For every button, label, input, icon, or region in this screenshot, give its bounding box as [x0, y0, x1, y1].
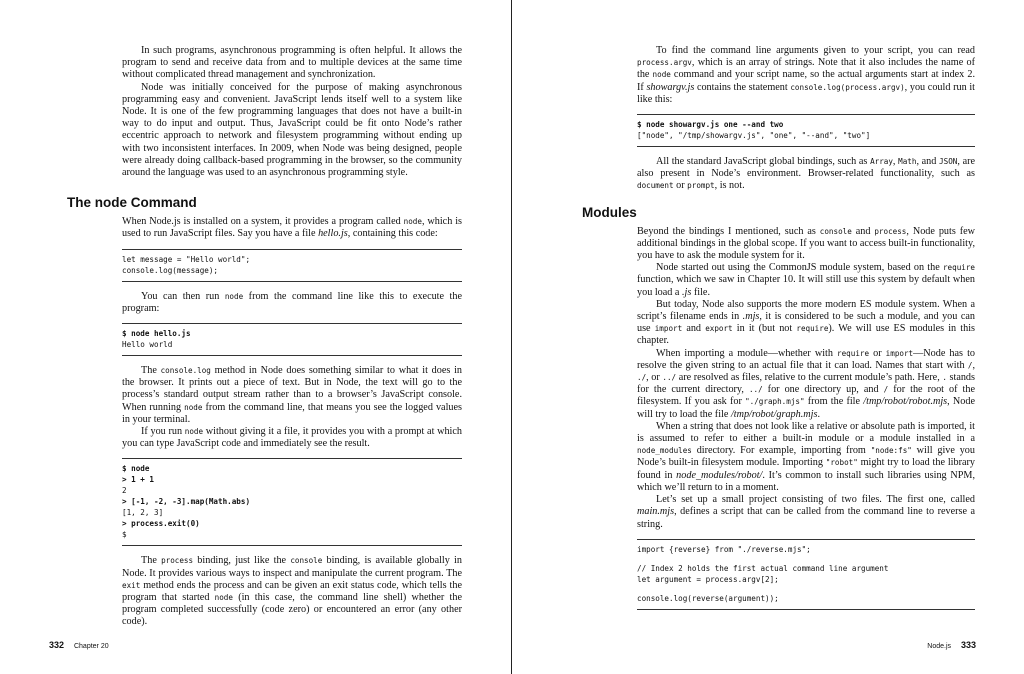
code-line: console.log(message);	[122, 265, 219, 275]
code-command: $ node showargv.js one --and two	[637, 120, 784, 130]
paragraph: But today, Node also supports the more modern ES module system. When a script’s filename ends in .mjs, it is considered to be such a module, and you can use import and export in it (but not require). We will use ES modules in this chapter.	[637, 298, 975, 347]
code-block-hello-js	[122, 249, 462, 282]
left-text-column	[67, 45, 463, 629]
code-command: > 1 + 1	[122, 475, 155, 485]
section-heading-node-command: The node Command	[67, 195, 197, 211]
code-output: 2	[122, 486, 127, 496]
section-heading-modules: Modules	[582, 204, 637, 220]
code-line: import {reverse} from "./reverse.mjs";	[637, 544, 811, 554]
paragraph: The process binding, just like the console binding, is available globally in Node. It provides various ways to inspect and manipulate the current program. The exit method ends the process and can be given an exit status code, which tells the program that started node (in this case, the command line shell) whether the program completed successfully (code zero) or encountered an error (any other code).	[122, 555, 462, 628]
paragraph: When Node.js is installed on a system, it provides a program called node, which is used to run JavaScript files. Say you have a file hello.js, containing this code:	[122, 216, 462, 240]
code-output: $	[122, 530, 127, 540]
code-block-run-hello	[122, 323, 462, 356]
code-output: [1, 2, 3]	[122, 508, 164, 518]
chapter-label: Chapter 20	[73, 643, 109, 650]
paragraph: All the standard JavaScript global bindings, such as Array, Math, and JSON, are also present in Node’s environment. Browser-related functionality, such as document or prompt, is not.	[637, 156, 975, 192]
paragraph: Beyond the bindings I mentioned, such as console and process, Node puts few additional bindings in the global scope. If you want to access built-in functionality, you have to ask the module system for it.	[637, 225, 975, 262]
paragraph: The console.log method in Node does something similar to what it does in the browser. It prints out a piece of text. But in Node, the text will go to the process’s standard output stream rather than to a browser’s JavaScript console. When running node from the command line, that means you see the logged values in your terminal.	[122, 365, 463, 425]
code-command: > process.exit(0)	[122, 519, 200, 529]
code-command: $ node hello.js	[122, 329, 191, 339]
code-block-showargv	[637, 114, 975, 147]
section-label: Node.js	[927, 643, 952, 650]
paragraph: In such programs, asynchronous programming is often helpful. It allows the program to send and receive data from and to multiple devices at the same time without complicated thread management and synchronization.	[122, 45, 462, 81]
code-line: // Index 2 holds the first actual command line argument	[637, 563, 889, 573]
paragraph: Node was initially conceived for the purpose of making asynchronous programming easy and convenient. JavaScript lends itself well to a system like Node. It is one of the few programming languages that does not have a built-in way to do input and output. Thus, JavaScript could be fit onto Node’s rather eccentric approach to network and filesystem programming without ending up with two inconsistent interfaces. In 2009, when Node was being designed, people were already doing callback-based programming in the browser, so the community around the language was used to an asynchronous programming style.	[122, 81, 462, 179]
code-command: $ node	[122, 464, 150, 474]
code-line: let argument = process.argv[2];	[637, 574, 779, 584]
right-page	[513, 0, 1024, 674]
paragraph: Let’s set up a small project consisting of two files. The first one, called main.mjs, defines a script that can be called from the command line to reverse a string.	[637, 494, 975, 530]
paragraph: You can then run node from the command line like this to execute the program:	[122, 290, 462, 314]
code-blank-line	[637, 555, 975, 563]
paragraph: If you run node without giving it a file, it provides you with a prompt at which you can type JavaScript code and immediately see the result.	[122, 426, 462, 450]
code-output: ["node", "/tmp/showargv.js", "one", "--and", "two"]	[637, 131, 871, 141]
code-output: Hello world	[122, 340, 173, 350]
code-block-main-mjs	[637, 539, 975, 610]
page-number: 332	[49, 640, 65, 650]
right-footer	[927, 640, 976, 650]
code-command: > [-1, -2, -3].map(Math.abs)	[122, 497, 251, 507]
code-blank-line	[637, 585, 975, 593]
paragraph: When a string that does not look like a relative or absolute path is imported, it is assumed to refer to either a built-in module or a module installed in a node_modules directory. For example, importing from "node:fs" will give you Node’s built-in filesystem module. Importing "robot" might try to load the library found in node_modules/robot/. It’s common to install such libraries using NPM, which we’ll return to in a moment.	[637, 420, 975, 493]
left-footer	[49, 640, 109, 650]
code-line: let message = "Hello world";	[122, 254, 251, 264]
paragraph: To find the command line arguments given to your script, you can read process.argv, which is an array of strings. Note that it also includes the name of the node command and your script name, so the actual arguments start at index 2. If showargv.js contains the statement console.log(process.argv), you could run it like this:	[637, 45, 975, 105]
right-text-column	[582, 45, 976, 619]
code-block-repl	[122, 458, 462, 546]
paragraph: When importing a module—whether with require or import—Node has to resolve the given string to an actual file that it can load. Names that start with /, ./, or ../ are resolved as files, relative to the current module’s path. Here, . stands for the current directory, ../ for one directory up, and / for the root of the filesystem. If you ask for "./graph.mjs" from the file /tmp/robot/robot.mjs, Node will try to load the file /tmp/robot/graph.mjs.	[637, 347, 976, 420]
code-line: console.log(reverse(argument));	[637, 593, 779, 603]
paragraph: Node started out using the CommonJS module system, based on the require function, which we saw in Chapter 10. It will still use this system by default when you load a .js file.	[637, 262, 975, 298]
page-number: 333	[960, 640, 976, 650]
